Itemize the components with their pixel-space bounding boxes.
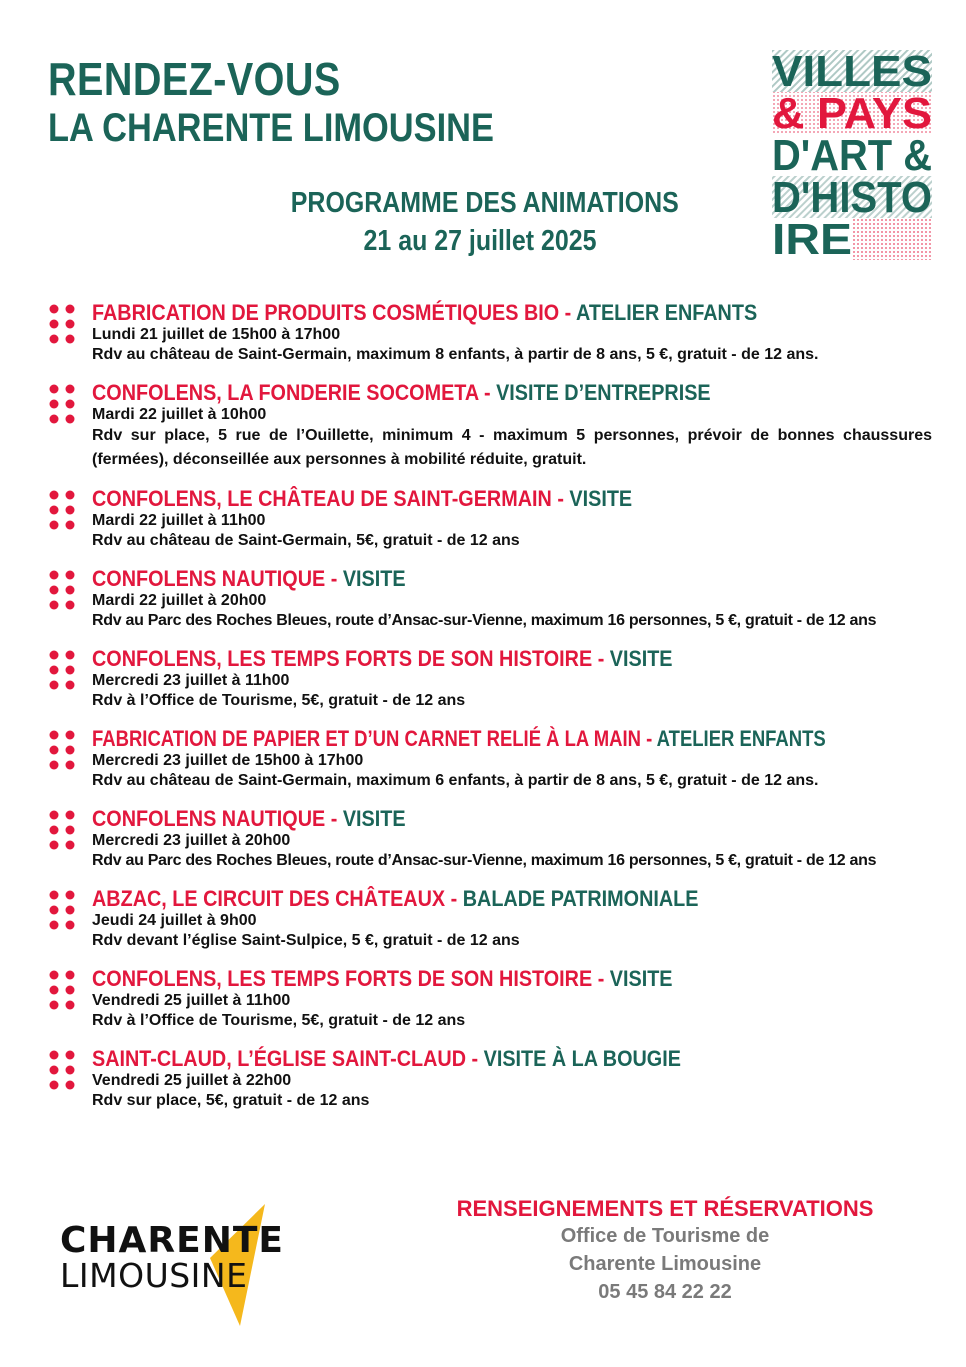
event-description: Rdv à l’Office de Tourisme, 5€, gratuit - de 12 ans bbox=[92, 692, 466, 709]
event-date: Lundi 21 juillet de 15h00 à 17h00 bbox=[92, 326, 341, 343]
event-description: Rdv au château de Saint-Germain, maximum 8 enfants, à partir de 8 ans, 5 €, gratuit - de 12 ans. bbox=[92, 346, 819, 363]
event-item bbox=[48, 966, 932, 1032]
event-title bbox=[92, 1046, 848, 1071]
bullet-dots-icon bbox=[48, 649, 76, 691]
event-title-main: ABZAC, LE CIRCUIT DES CHÂTEAUX bbox=[92, 886, 446, 911]
event-date: Mardi 22 juillet à 10h00 bbox=[92, 406, 267, 423]
event-item bbox=[48, 726, 932, 792]
event-list bbox=[48, 300, 932, 1112]
bullet-dots-icon bbox=[48, 1049, 76, 1091]
event-title bbox=[92, 486, 848, 511]
event-title-main: CONFOLENS NAUTIQUE bbox=[92, 806, 326, 831]
event-date: Mercredi 23 juillet à 20h00 bbox=[92, 832, 291, 849]
logo-line-2: LIMOUSINE bbox=[60, 1256, 248, 1295]
event-item bbox=[48, 300, 932, 366]
event-date: Mercredi 23 juillet de 15h00 à 17h00 bbox=[92, 752, 364, 769]
event-title-main: CONFOLENS, LA FONDERIE SOCOMETA bbox=[92, 380, 479, 405]
event-title-separator: - bbox=[592, 966, 610, 991]
event-description: Rdv sur place, 5 rue de l’Ouillette, minimum 4 - maximum 5 personnes, prévoir de bonnes chaussures (fermées), déconseillée aux personnes à mobilité réduite, gratuit. bbox=[92, 427, 932, 468]
event-title-main: CONFOLENS NAUTIQUE bbox=[92, 566, 326, 591]
event-title-separator: - bbox=[325, 566, 343, 591]
logo-text-line-2: & PAYS bbox=[772, 89, 932, 138]
programme-dates: 21 au 27 juillet 2025 bbox=[363, 225, 597, 257]
event-title bbox=[92, 806, 848, 831]
logo-text-line-5: IRE bbox=[772, 215, 852, 260]
event-title-separator: - bbox=[478, 380, 497, 405]
logo-line-1: CHARENTE bbox=[60, 1220, 284, 1261]
event-item bbox=[48, 486, 932, 552]
event-type: VISITE D’ENTREPRISE bbox=[496, 380, 711, 405]
charente-limousine-logo bbox=[60, 1200, 284, 1330]
logo-text-line-1: VILLES bbox=[772, 50, 932, 96]
bullet-dots-icon bbox=[48, 569, 76, 611]
event-description: Rdv au Parc des Roches Bleues, route d’Ansac-sur-Vienne, maximum 16 personnes, 5 €, gratuit - de 12 ans bbox=[92, 852, 877, 869]
event-title-separator: - bbox=[559, 300, 577, 325]
event-title-separator: - bbox=[466, 1046, 484, 1071]
event-title-separator: - bbox=[551, 486, 570, 511]
bullet-dots-icon bbox=[48, 969, 76, 1011]
event-description: Rdv sur place, 5€, gratuit - de 12 ans bbox=[92, 1092, 370, 1109]
event-title-main: CONFOLENS, LE CHÂTEAU DE SAINT-GERMAIN bbox=[92, 486, 552, 511]
event-date: Mardi 22 juillet à 11h00 bbox=[92, 512, 266, 529]
event-description: Rdv à l’Office de Tourisme, 5€, gratuit - de 12 ans bbox=[92, 1012, 466, 1029]
event-type: VISITE À LA BOUGIE bbox=[483, 1046, 681, 1071]
event-type: VISITE bbox=[569, 486, 633, 511]
event-title-separator: - bbox=[640, 726, 657, 751]
page-title: RENDEZ-VOUS bbox=[48, 53, 341, 105]
event-title bbox=[92, 380, 848, 405]
event-item bbox=[48, 806, 932, 872]
event-description: Rdv au Parc des Roches Bleues, route d’Ansac-sur-Vienne, maximum 16 personnes, 5 €, gratuit - de 12 ans bbox=[92, 612, 877, 629]
event-title bbox=[92, 886, 848, 911]
event-item bbox=[48, 380, 932, 472]
event-title-separator: - bbox=[445, 886, 463, 911]
event-title bbox=[92, 300, 848, 325]
villes-pays-art-histoire-logo bbox=[772, 50, 932, 260]
event-date: Vendredi 25 juillet à 11h00 bbox=[92, 992, 291, 1009]
bullet-dots-icon bbox=[48, 303, 76, 345]
event-title-main: CONFOLENS, LES TEMPS FORTS DE SON HISTOIRE bbox=[92, 966, 593, 991]
event-type: BALADE PATRIMONIALE bbox=[462, 886, 699, 911]
event-title bbox=[92, 566, 848, 591]
event-type: ATELIER ENFANTS bbox=[656, 726, 826, 751]
event-title bbox=[92, 966, 848, 991]
event-item bbox=[48, 646, 932, 712]
info-office: Office de Tourisme de bbox=[560, 1225, 770, 1247]
event-type: VISITE bbox=[609, 966, 673, 991]
event-date: Mercredi 23 juillet à 11h00 bbox=[92, 672, 290, 689]
event-title-separator: - bbox=[325, 806, 343, 831]
info-office-name: Charente Limousine bbox=[568, 1253, 762, 1275]
event-title-main: CONFOLENS, LES TEMPS FORTS DE SON HISTOIRE bbox=[92, 646, 593, 671]
bullet-dots-icon bbox=[48, 729, 76, 771]
event-type: VISITE bbox=[342, 566, 406, 591]
event-date: Mardi 22 juillet à 20h00 bbox=[92, 592, 267, 609]
programme-title: PROGRAMME DES ANIMATIONS bbox=[290, 187, 679, 219]
event-item bbox=[48, 886, 932, 952]
event-date: Jeudi 24 juillet à 9h00 bbox=[92, 912, 257, 929]
contact-info bbox=[440, 1196, 890, 1306]
event-item bbox=[48, 566, 932, 632]
event-title-main: SAINT-CLAUD, L’ÉGLISE SAINT-CLAUD bbox=[92, 1046, 467, 1071]
bullet-dots-icon bbox=[48, 489, 76, 531]
event-type: VISITE bbox=[609, 646, 673, 671]
event-type: VISITE bbox=[342, 806, 406, 831]
event-description: Rdv devant l’église Saint-Sulpice, 5 €, gratuit - de 12 ans bbox=[92, 932, 520, 949]
event-type: ATELIER ENFANTS bbox=[576, 300, 758, 325]
event-title bbox=[92, 726, 826, 751]
event-description: Rdv au château de Saint-Germain, maximum 6 enfants, à partir de 8 ans, 5 €, gratuit - de 12 ans. bbox=[92, 772, 819, 789]
info-phone: 05 45 84 22 22 bbox=[598, 1281, 732, 1303]
info-title: RENSEIGNEMENTS ET RÉSERVATIONS bbox=[456, 1196, 874, 1221]
event-description: Rdv au château de Saint-Germain, 5€, gratuit - de 12 ans bbox=[92, 532, 520, 549]
bullet-dots-icon bbox=[48, 383, 76, 425]
logo-text-line-3: D'ART & bbox=[772, 131, 932, 180]
bullet-dots-icon bbox=[48, 889, 76, 931]
event-date: Vendredi 25 juillet à 22h00 bbox=[92, 1072, 292, 1089]
event-title-separator: - bbox=[592, 646, 610, 671]
event-title-main: FABRICATION DE PAPIER ET D’UN CARNET RELIÉ À LA MAIN bbox=[92, 726, 641, 751]
bullet-dots-icon bbox=[48, 809, 76, 851]
page-subtitle: LA CHARENTE LIMOUSINE bbox=[48, 106, 494, 150]
event-title-main: FABRICATION DE PRODUITS COSMÉTIQUES BIO bbox=[92, 300, 560, 325]
event-item bbox=[48, 1046, 932, 1112]
event-title bbox=[92, 646, 848, 671]
logo-text-line-4: D'HISTO bbox=[772, 173, 932, 222]
